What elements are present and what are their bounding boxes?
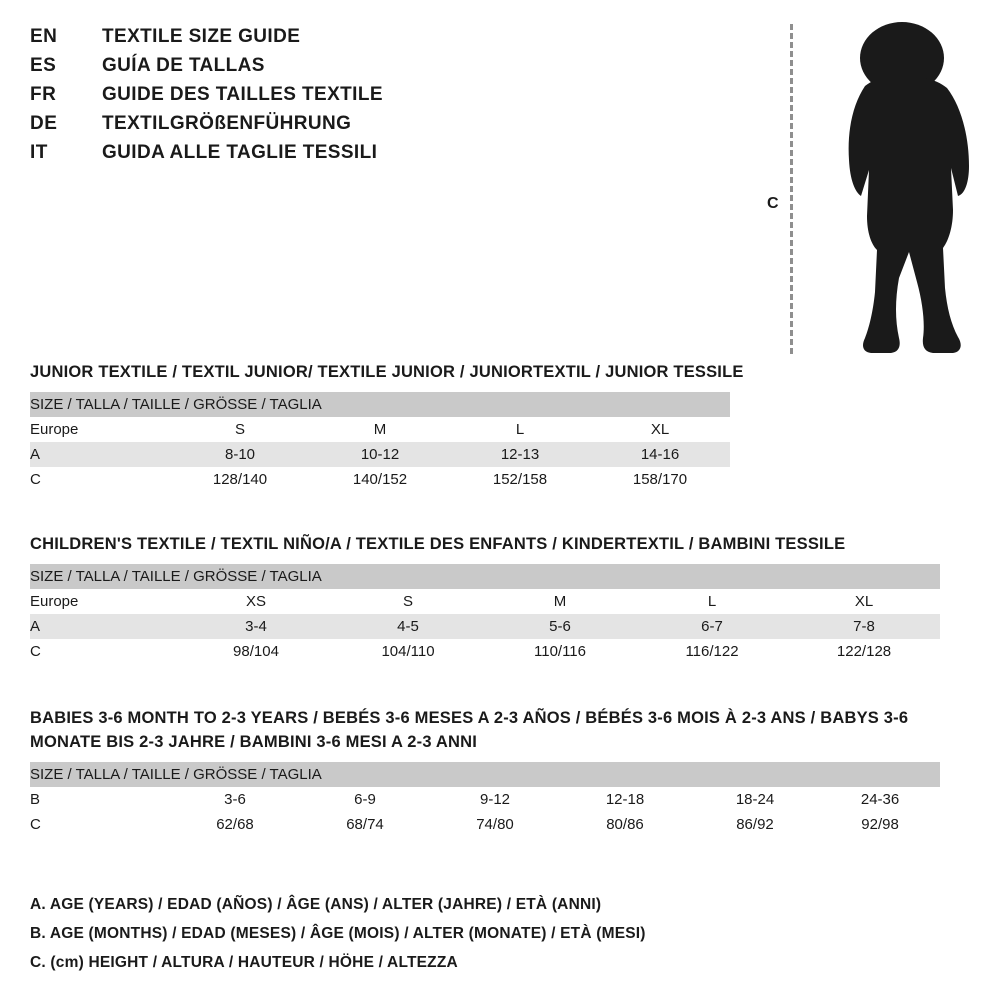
cell-value: 74/80	[430, 812, 560, 837]
language-title: GUÍA DE TALLAS	[102, 55, 265, 76]
language-code: IT	[30, 142, 48, 163]
cell-value: 12-18	[560, 787, 690, 812]
cell-value: 4-5	[332, 614, 484, 639]
cell-value: 12-13	[450, 442, 590, 467]
row-label: C	[30, 639, 180, 664]
cell-value: 104/110	[332, 639, 484, 664]
cell-value: 14-16	[590, 442, 730, 467]
cell-value: 10-12	[310, 442, 450, 467]
row-label: Europe	[30, 417, 170, 442]
cell-value: 9-12	[430, 787, 560, 812]
table-row	[30, 639, 940, 664]
language-row	[30, 26, 550, 55]
table-row	[30, 417, 730, 442]
babies-size-table	[30, 762, 940, 837]
section-title: BABIES 3-6 MONTH TO 2-3 YEARS / BEBÉS 3-6 MESES A 2-3 AÑOS / BÉBÉS 3-6 MOIS À 2-3 ANS / BABYS 3-6 MONATE BIS 2-3 JAHRE / BAMBINI 3-6 MESI A 2-3 ANNI	[30, 709, 909, 751]
legend-block	[30, 890, 970, 977]
cell-value: 128/140	[170, 467, 310, 492]
cell-value: 110/116	[484, 639, 636, 664]
language-row	[30, 55, 550, 84]
cell-value: 8-10	[170, 442, 310, 467]
junior-size-table	[30, 392, 730, 492]
column-header: SIZE / TALLA / TAILLE / GRÖSSE / TAGLIA	[30, 564, 940, 589]
cell-value: 140/152	[310, 467, 450, 492]
language-header-block	[30, 26, 550, 171]
measure-label-c: C	[767, 195, 779, 212]
row-label: B	[30, 787, 170, 812]
table-row	[30, 442, 730, 467]
cell-value: 18-24	[690, 787, 820, 812]
children-size-table	[30, 564, 940, 664]
cell-value: 6-9	[300, 787, 430, 812]
table-header-row	[30, 762, 940, 787]
language-title: GUIDE DES TAILLES TEXTILE	[102, 84, 383, 105]
cell-value: XL	[788, 589, 940, 614]
cell-value: 7-8	[788, 614, 940, 639]
language-code: EN	[30, 26, 58, 47]
cell-value: 98/104	[180, 639, 332, 664]
cell-value: 80/86	[560, 812, 690, 837]
language-title: TEXTILE SIZE GUIDE	[102, 26, 301, 47]
cell-value: S	[332, 589, 484, 614]
cell-value: 116/122	[636, 639, 788, 664]
cell-value: XS	[180, 589, 332, 614]
cell-value: 24-36	[820, 787, 940, 812]
legend-line-b: B. AGE (MONTHS) / EDAD (MESES) / ÂGE (MOIS) / ALTER (MONATE) / ETÀ (MESI)	[30, 925, 646, 942]
language-title: GUIDA ALLE TAGLIE TESSILI	[102, 142, 378, 163]
language-code: FR	[30, 84, 57, 105]
row-label: C	[30, 812, 170, 837]
cell-value: 6-7	[636, 614, 788, 639]
section-junior-textile	[30, 360, 970, 492]
cell-value: 86/92	[690, 812, 820, 837]
cell-value: M	[310, 417, 450, 442]
section-title: CHILDREN'S TEXTILE / TEXTIL NIÑO/A / TEXTILE DES ENFANTS / KINDERTEXTIL / BAMBINI TESSILE	[30, 535, 846, 553]
cell-value: 3-6	[170, 787, 300, 812]
section-title: JUNIOR TEXTILE / TEXTIL JUNIOR/ TEXTILE JUNIOR / JUNIORTEXTIL / JUNIOR TESSILE	[30, 363, 744, 381]
row-label: A	[30, 614, 180, 639]
cell-value: 3-4	[180, 614, 332, 639]
section-babies-textile	[30, 706, 970, 837]
table-row	[30, 467, 730, 492]
row-label: A	[30, 442, 170, 467]
cell-value: 158/170	[590, 467, 730, 492]
column-header: SIZE / TALLA / TAILLE / GRÖSSE / TAGLIA	[30, 762, 940, 787]
table-header-row	[30, 392, 730, 417]
table-row	[30, 787, 940, 812]
language-code: ES	[30, 55, 57, 76]
cell-value: 5-6	[484, 614, 636, 639]
cell-value: 122/128	[788, 639, 940, 664]
cell-value: 68/74	[300, 812, 430, 837]
child-silhouette-icon	[805, 20, 985, 360]
legend-line-a: A. AGE (YEARS) / EDAD (AÑOS) / ÂGE (ANS) / ALTER (JAHRE) / ETÀ (ANNI)	[30, 896, 602, 913]
cell-value: XL	[590, 417, 730, 442]
cell-value: 152/158	[450, 467, 590, 492]
table-row	[30, 614, 940, 639]
row-label: Europe	[30, 589, 180, 614]
cell-value: 92/98	[820, 812, 940, 837]
cell-value: 62/68	[170, 812, 300, 837]
table-header-row	[30, 564, 940, 589]
cell-value: L	[636, 589, 788, 614]
cell-value: L	[450, 417, 590, 442]
section-children-textile	[30, 532, 970, 664]
column-header: SIZE / TALLA / TAILLE / GRÖSSE / TAGLIA	[30, 392, 730, 417]
language-row	[30, 142, 550, 171]
dashed-measure-line	[790, 24, 793, 354]
language-row	[30, 113, 550, 142]
language-title: TEXTILGRÖßENFÜHRUNG	[102, 113, 352, 134]
table-row	[30, 812, 940, 837]
legend-line-c: C. (cm) HEIGHT / ALTURA / HAUTEUR / HÖHE / ALTEZZA	[30, 954, 458, 971]
table-row	[30, 589, 940, 614]
height-measure-figure	[745, 10, 985, 360]
cell-value: S	[170, 417, 310, 442]
row-label: C	[30, 467, 170, 492]
cell-value: M	[484, 589, 636, 614]
language-code: DE	[30, 113, 58, 134]
language-row	[30, 84, 550, 113]
